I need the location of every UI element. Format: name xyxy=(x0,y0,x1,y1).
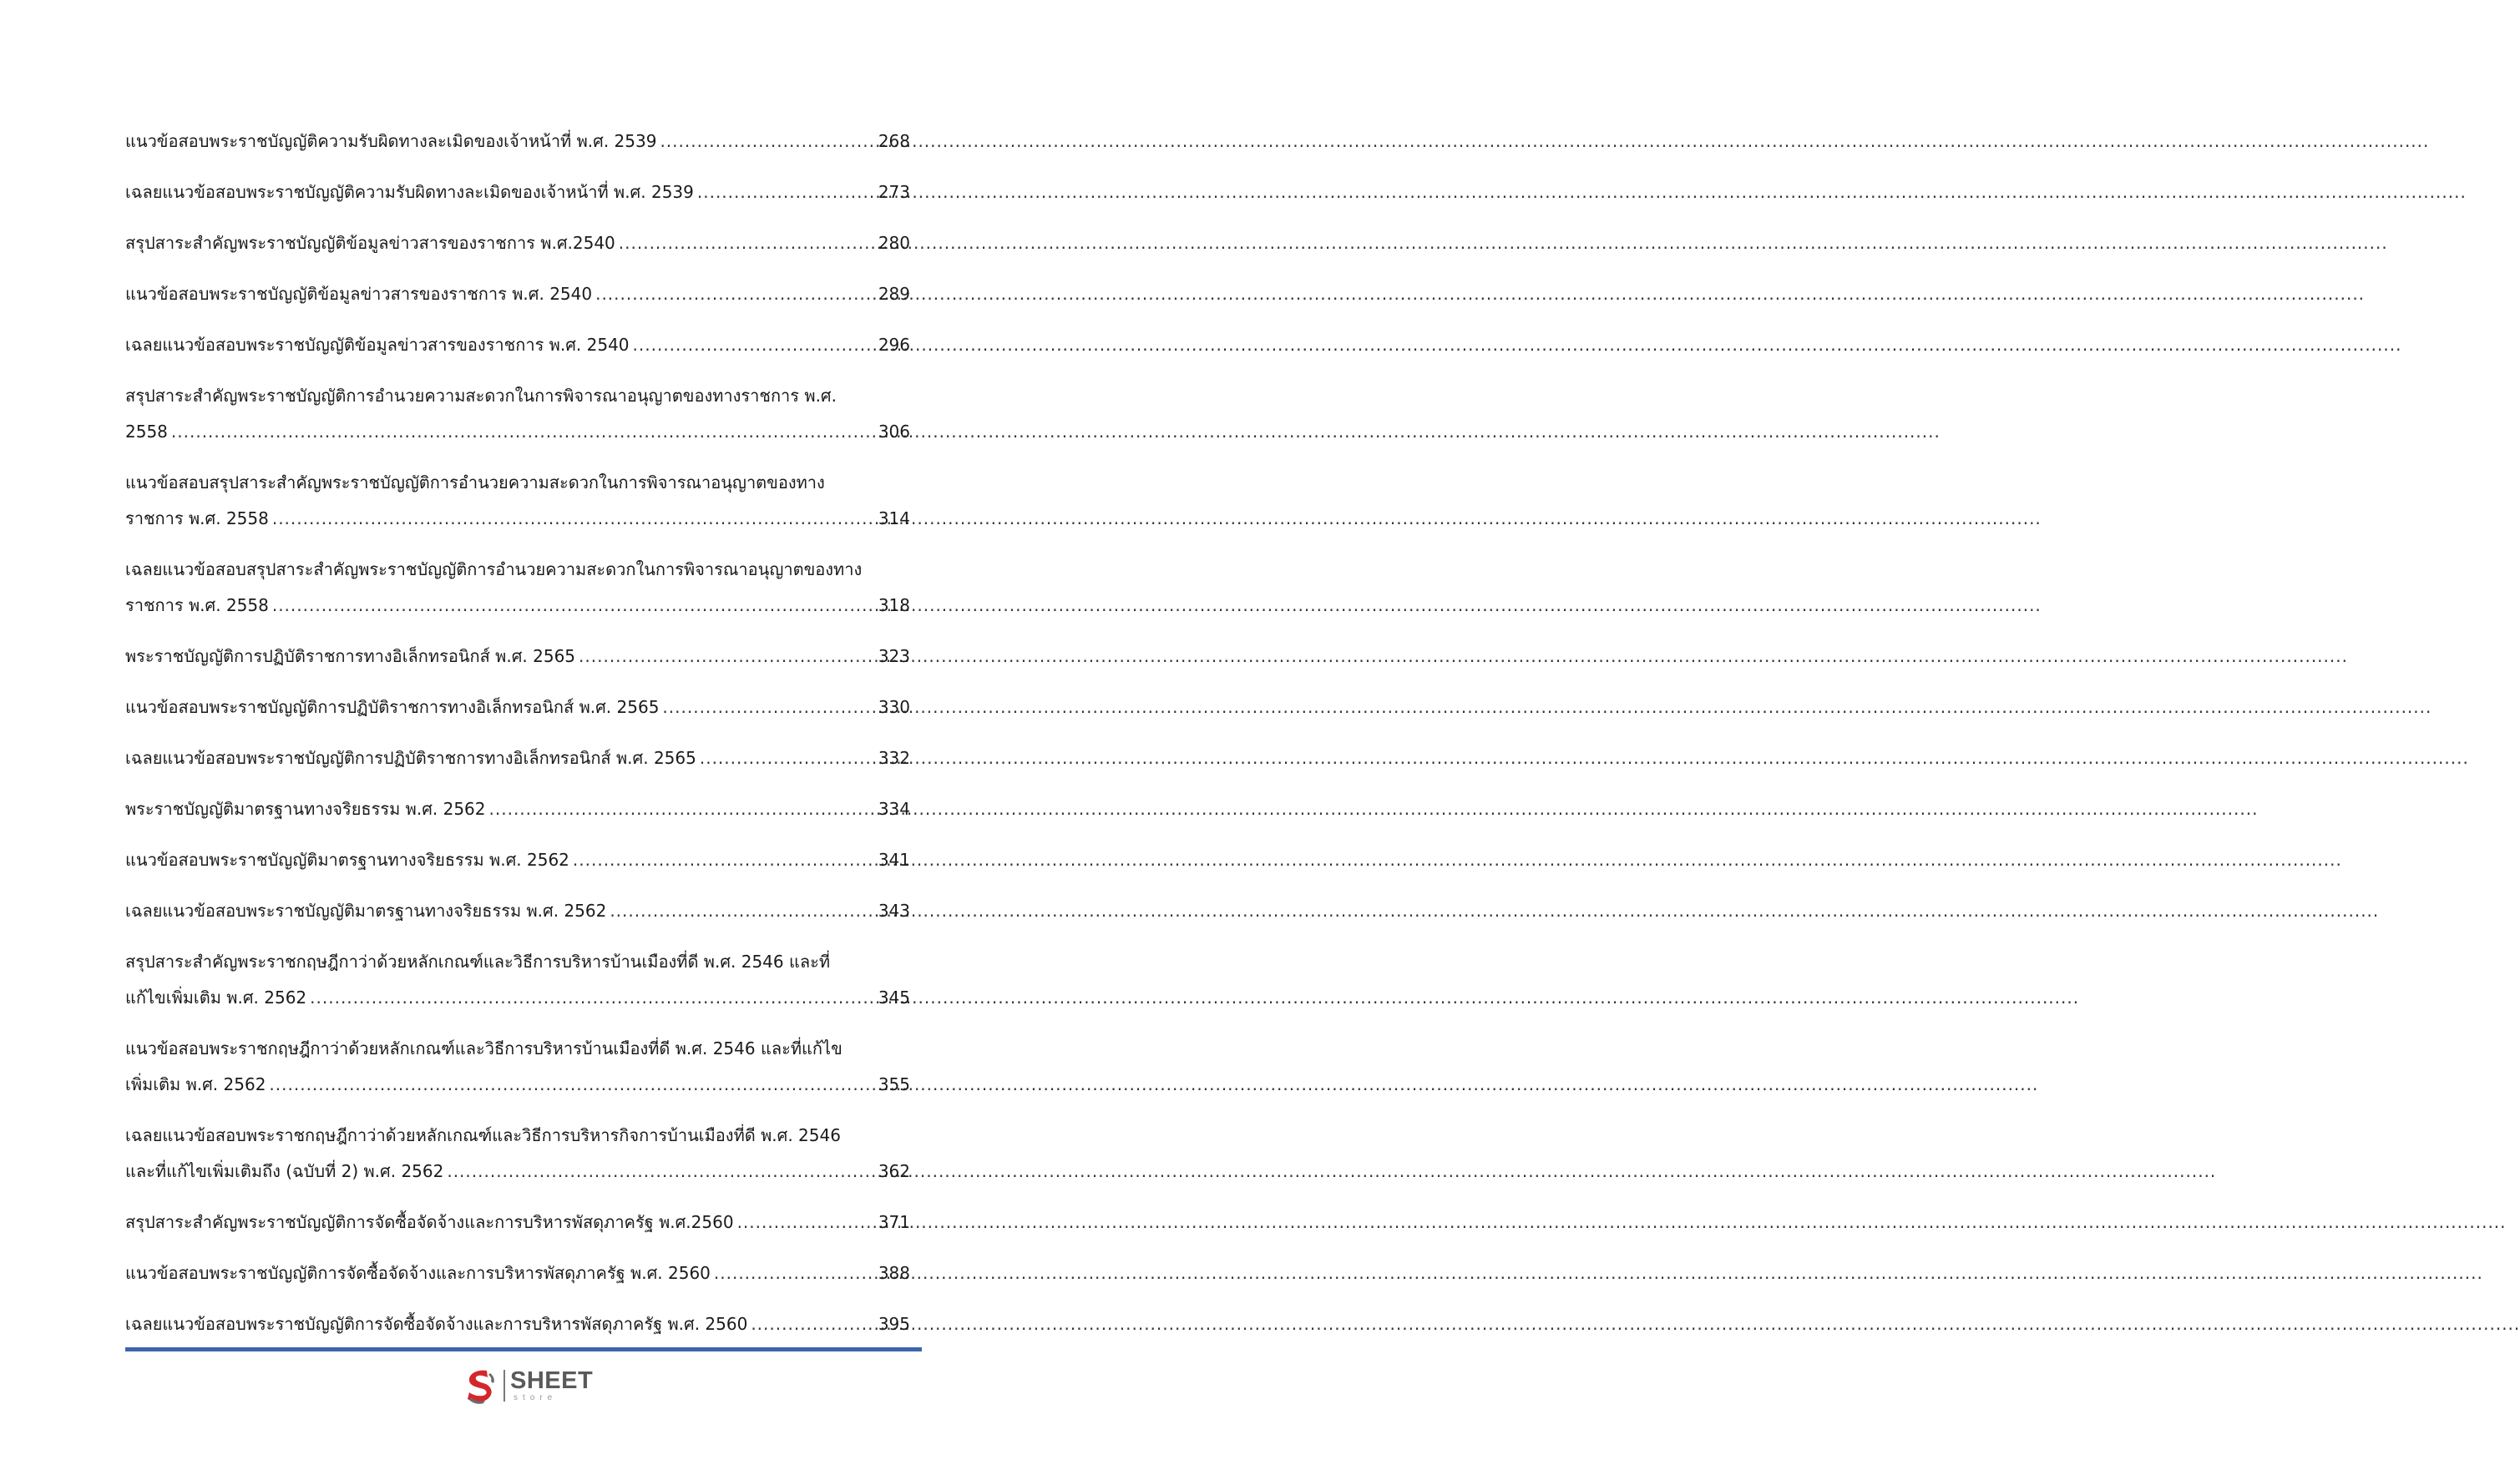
sheet-store-s-logo-icon xyxy=(462,1366,500,1406)
dot-leader xyxy=(443,1154,878,1190)
dot-leader xyxy=(575,639,878,674)
toc-entry[interactable] xyxy=(125,1306,910,1342)
toc-entry-title: สรุปสาระสำคัญพระราชบัญญัติการจัดซื้อจัดจ้างและการบริหารพัสดุภาครัฐ พ.ศ.2560 xyxy=(125,1212,734,1232)
toc-entry[interactable] xyxy=(125,639,910,674)
toc-entry-title: เฉลยแนวข้อสอบพระราชบัญญัติข้อมูลข่าวสารของราชการ พ.ศ. 2540 xyxy=(125,335,630,355)
dot-leader xyxy=(659,690,878,725)
toc-entry-title-line: สรุปสาระสำคัญพระราชกฤษฎีกาว่าด้วยหลักเกณฑ์และวิธีการบริหารบ้านเมืองที่ดี พ.ศ. 2546 และที่ xyxy=(125,952,831,972)
toc-page-number: 280 xyxy=(878,233,910,253)
toc-page-number: 395 xyxy=(878,1314,910,1334)
toc-entry[interactable] xyxy=(125,740,910,776)
footer-divider-line xyxy=(125,1347,922,1351)
toc-entry[interactable] xyxy=(125,1205,910,1240)
dot-leader xyxy=(269,501,878,537)
toc-entry-title: และที่แก้ไขเพิ่มเติมถึง (ฉบับที่ 2) พ.ศ. 2562 xyxy=(125,1161,444,1181)
dot-leader xyxy=(711,1255,878,1291)
dot-leader xyxy=(656,124,878,159)
toc-entry-line xyxy=(125,1306,910,1342)
toc-entry-line xyxy=(125,1067,910,1103)
toc-entry-title: แก้ไขเพิ่มเติม พ.ศ. 2562 xyxy=(125,988,307,1008)
toc-page-number: 345 xyxy=(878,988,910,1008)
logo-text xyxy=(510,1369,593,1402)
toc-entry-title: สรุปสาระสำคัญพระราชบัญญัติข้อมูลข่าวสารของราชการ พ.ศ.2540 xyxy=(125,233,615,253)
dot-leader xyxy=(734,1205,878,1240)
toc-entry-line xyxy=(125,740,910,776)
toc-entry[interactable] xyxy=(125,552,910,624)
toc-entry[interactable] xyxy=(125,276,910,312)
toc-entry-title-line: แนวข้อสอบสรุปสาระสำคัญพระราชบัญญัติการอำนวยความสะดวกในการพิจารณาอนุญาตของทาง xyxy=(125,472,825,493)
toc-entry-title: แนวข้อสอบพระราชบัญญัติข้อมูลข่าวสารของราชการ พ.ศ. 2540 xyxy=(125,284,593,304)
toc-entry-line xyxy=(125,588,910,624)
toc-entry-line xyxy=(125,842,910,878)
toc-entry[interactable] xyxy=(125,124,910,159)
toc-page-number: 343 xyxy=(878,901,910,921)
toc-entry[interactable] xyxy=(125,690,910,725)
toc-entry-title-line: เฉลยแนวข้อสอบสรุปสาระสำคัญพระราชบัญญัติการอำนวยความสะดวกในการพิจารณาอนุญาตของทาง xyxy=(125,559,863,579)
dot-leader xyxy=(266,1067,878,1103)
toc-page-number: 314 xyxy=(878,508,910,528)
toc-entry-line xyxy=(125,1205,910,1240)
toc-entry-title: ราชการ พ.ศ. 2558 xyxy=(125,508,269,528)
dot-leader xyxy=(168,414,878,450)
toc-entry-title-line: สรุปสาระสำคัญพระราชบัญญัติการอำนวยความสะดวกในการพิจารณาอนุญาตของทางราชการ พ.ศ. xyxy=(125,386,837,406)
toc-entry-line xyxy=(125,414,910,450)
toc-entry[interactable] xyxy=(125,378,910,450)
toc-entry-title: พระราชบัญญัติการปฏิบัติราชการทางอิเล็กทรอนิกส์ พ.ศ. 2565 xyxy=(125,646,576,666)
toc-page-number: 306 xyxy=(878,422,910,442)
toc-entry-title-line: เฉลยแนวข้อสอบพระราชกฤษฎีกาว่าด้วยหลักเกณฑ์และวิธีการบริหารกิจการบ้านเมืองที่ดี พ.ศ. 2546 xyxy=(125,1125,841,1145)
toc-entry[interactable] xyxy=(125,1031,910,1103)
dot-leader xyxy=(694,174,878,210)
toc-entry-line xyxy=(125,501,910,537)
toc-page-number: 355 xyxy=(878,1074,910,1094)
table-of-contents xyxy=(125,124,910,1357)
dot-leader xyxy=(569,842,878,878)
toc-entry-title: แนวข้อสอบพระราชบัญญัติการจัดซื้อจัดจ้างและการบริหารพัสดุภาครัฐ พ.ศ. 2560 xyxy=(125,1263,711,1283)
logo-subtitle: store xyxy=(514,1393,558,1402)
dot-leader xyxy=(269,588,878,624)
sheet-store-logo xyxy=(462,1364,604,1407)
dot-leader xyxy=(696,740,878,776)
dot-leader xyxy=(747,1306,878,1342)
toc-entry-line xyxy=(125,327,910,363)
dot-leader xyxy=(486,791,878,827)
toc-page-number: 273 xyxy=(878,182,910,202)
toc-entry-title: พระราชบัญญัติมาตรฐานทางจริยธรรม พ.ศ. 2562 xyxy=(125,799,486,819)
toc-entry-title: แนวข้อสอบพระราชบัญญัติความรับผิดทางละเมิดของเจ้าหน้าที่ พ.ศ. 2539 xyxy=(125,131,657,151)
toc-entry-line xyxy=(125,174,910,210)
toc-entry-title: เฉลยแนวข้อสอบพระราชบัญญัติการจัดซื้อจัดจ้างและการบริหารพัสดุภาครัฐ พ.ศ. 2560 xyxy=(125,1314,748,1334)
dot-leader xyxy=(630,327,878,363)
toc-entry-title: แนวข้อสอบพระราชบัญญัติการปฏิบัติราชการทางอิเล็กทรอนิกส์ พ.ศ. 2565 xyxy=(125,697,660,717)
toc-entry-title: 2558 xyxy=(125,422,168,442)
toc-entry[interactable] xyxy=(125,1255,910,1291)
toc-entry-title: เฉลยแนวข้อสอบพระราชบัญญัติการปฏิบัติราชการทางอิเล็กทรอนิกส์ พ.ศ. 2565 xyxy=(125,748,696,768)
toc-entry-line xyxy=(125,1255,910,1291)
toc-entry[interactable] xyxy=(125,893,910,929)
toc-page-number: 341 xyxy=(878,850,910,870)
toc-entry-title: แนวข้อสอบพระราชบัญญัติมาตรฐานทางจริยธรรม พ.ศ. 2562 xyxy=(125,850,569,870)
toc-entry[interactable] xyxy=(125,225,910,261)
toc-entry-line xyxy=(125,791,910,827)
logo-divider xyxy=(503,1370,505,1402)
toc-entry[interactable] xyxy=(125,842,910,878)
toc-entry-title-line: แนวข้อสอบพระราชกฤษฎีกาว่าด้วยหลักเกณฑ์และวิธีการบริหารบ้านเมืองที่ดี พ.ศ. 2546 และที่แก้ไข xyxy=(125,1038,843,1058)
toc-entry-title: เพิ่มเติม พ.ศ. 2562 xyxy=(125,1074,266,1094)
toc-page-number: 388 xyxy=(878,1263,910,1283)
toc-entry-title: เฉลยแนวข้อสอบพระราชบัญญัติมาตรฐานทางจริยธรรม พ.ศ. 2562 xyxy=(125,901,607,921)
toc-entry[interactable] xyxy=(125,174,910,210)
toc-entry[interactable] xyxy=(125,944,910,1016)
toc-entry-line xyxy=(125,225,910,261)
toc-page-number: 268 xyxy=(878,131,910,151)
toc-entry-line xyxy=(125,690,910,725)
toc-entry[interactable] xyxy=(125,465,910,537)
toc-entry-line xyxy=(125,893,910,929)
toc-page-number: 318 xyxy=(878,595,910,615)
toc-entry[interactable] xyxy=(125,791,910,827)
toc-page-number: 371 xyxy=(878,1212,910,1232)
toc-page-number: 330 xyxy=(878,697,910,717)
dot-leader xyxy=(615,225,878,261)
dot-leader xyxy=(606,893,878,929)
toc-entry[interactable] xyxy=(125,1118,910,1190)
toc-entry[interactable] xyxy=(125,327,910,363)
toc-page-number: 296 xyxy=(878,335,910,355)
logo-word: SHEET xyxy=(510,1367,594,1394)
toc-page-number: 323 xyxy=(878,646,910,666)
toc-entry-line xyxy=(125,980,910,1016)
toc-entry-line xyxy=(125,124,910,159)
toc-entry-title: เฉลยแนวข้อสอบพระราชบัญญัติความรับผิดทางละเมิดของเจ้าหน้าที่ พ.ศ. 2539 xyxy=(125,182,694,202)
toc-page-number: 334 xyxy=(878,799,910,819)
toc-entry-line xyxy=(125,639,910,674)
toc-entry-line xyxy=(125,1154,910,1190)
toc-page-number: 332 xyxy=(878,748,910,768)
toc-page-number: 362 xyxy=(878,1161,910,1181)
toc-entry-line xyxy=(125,276,910,312)
toc-page-number: 289 xyxy=(878,284,910,304)
dot-leader xyxy=(592,276,878,312)
toc-entry-title: ราชการ พ.ศ. 2558 xyxy=(125,595,269,615)
dot-leader xyxy=(306,980,878,1016)
